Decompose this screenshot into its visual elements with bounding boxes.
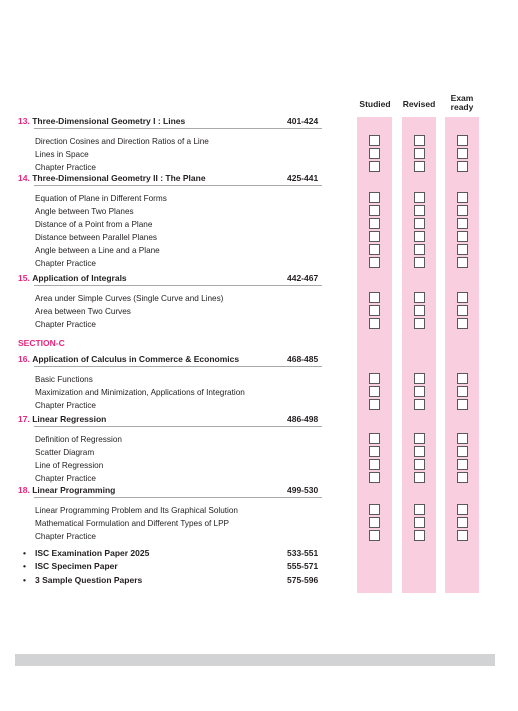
- revised-checkbox[interactable]: [414, 318, 425, 329]
- chapter-title-text: Application of Integrals: [32, 273, 127, 283]
- chapter-title: [18, 485, 115, 495]
- studied-checkbox[interactable]: [369, 446, 380, 457]
- studied-checkbox[interactable]: [369, 472, 380, 483]
- exam-ready-header-line2: ready: [450, 101, 474, 112]
- topic-item: Definition of Regression: [35, 435, 122, 444]
- chapter-title: [18, 116, 185, 126]
- chapter-pages: 425-441: [287, 173, 319, 183]
- studied-checkbox[interactable]: [369, 305, 380, 316]
- extra-paper-pages: 555-571: [287, 561, 319, 571]
- revised-checkbox[interactable]: [414, 459, 425, 470]
- topic-item: Angle between a Line and a Plane: [35, 246, 160, 255]
- studied-checkbox[interactable]: [369, 386, 380, 397]
- exam-ready-checkbox[interactable]: [457, 517, 468, 528]
- chapter-title-text: Linear Programming: [32, 485, 116, 495]
- topic-item: Distance between Parallel Planes: [35, 233, 157, 242]
- revised-checkbox[interactable]: [414, 244, 425, 255]
- revised-checkbox[interactable]: [414, 135, 425, 146]
- chapter-title: [18, 414, 106, 424]
- topic-item: Chapter Practice: [35, 163, 96, 172]
- topic-item: Distance of a Point from a Plane: [35, 220, 153, 229]
- footer-bar: [15, 654, 495, 666]
- chapter-number: 14.: [18, 173, 30, 183]
- studied-checkbox[interactable]: [369, 318, 380, 329]
- chapter-number: 16.: [18, 354, 30, 364]
- exam-ready-checkbox[interactable]: [457, 433, 468, 444]
- studied-checkbox[interactable]: [369, 292, 380, 303]
- exam-ready-checkbox[interactable]: [457, 459, 468, 470]
- studied-checkbox[interactable]: [369, 433, 380, 444]
- chapter-number: 17.: [18, 414, 30, 424]
- exam-ready-checkbox[interactable]: [457, 205, 468, 216]
- revised-checkbox[interactable]: [414, 386, 425, 397]
- chapter-number: 18.: [18, 485, 30, 495]
- revised-checkbox[interactable]: [414, 205, 425, 216]
- exam-ready-header-line1: Exam: [450, 93, 474, 103]
- exam-ready-checkbox[interactable]: [457, 399, 468, 410]
- chapter-title: [18, 273, 127, 283]
- exam-ready-checkbox[interactable]: [457, 161, 468, 172]
- revised-checkbox[interactable]: [414, 218, 425, 229]
- revised-checkbox[interactable]: [414, 472, 425, 483]
- revised-checkbox[interactable]: [414, 433, 425, 444]
- chapter-divider: [34, 128, 322, 129]
- chapter-pages: 401-424: [287, 116, 319, 126]
- exam-ready-checkbox[interactable]: [457, 244, 468, 255]
- exam-ready-checkbox[interactable]: [457, 446, 468, 457]
- revised-checkbox[interactable]: [414, 399, 425, 410]
- revised-checkbox[interactable]: [414, 530, 425, 541]
- exam-ready-checkbox[interactable]: [457, 305, 468, 316]
- extra-paper-title: ISC Specimen Paper: [35, 561, 118, 571]
- revised-checkbox[interactable]: [414, 305, 425, 316]
- topic-item: Equation of Plane in Different Forms: [35, 194, 167, 203]
- chapter-title-text: Linear Regression: [32, 414, 107, 424]
- chapter-divider: [34, 426, 322, 427]
- studied-checkbox[interactable]: [369, 161, 380, 172]
- exam-ready-checkbox[interactable]: [457, 318, 468, 329]
- studied-checkbox[interactable]: [369, 205, 380, 216]
- chapter-divider: [34, 366, 322, 367]
- extra-paper-pages: 575-596: [287, 575, 319, 585]
- topic-item: Lines in Space: [35, 150, 89, 159]
- chapter-title-text: Application of Calculus in Commerce & Economics: [32, 354, 240, 364]
- exam-ready-checkbox[interactable]: [457, 218, 468, 229]
- revised-checkbox[interactable]: [414, 373, 425, 384]
- chapter-title: [18, 173, 206, 183]
- extra-paper-title: ISC Examination Paper 2025: [35, 548, 150, 558]
- chapter-number: 15.: [18, 273, 30, 283]
- topic-item: Area under Simple Curves (Single Curve and Lines): [35, 294, 224, 303]
- studied-checkbox[interactable]: [369, 231, 380, 242]
- bullet-icon: •: [23, 575, 26, 585]
- chapter-pages: 468-485: [287, 354, 319, 364]
- chapter-pages: 499-530: [287, 485, 319, 495]
- studied-checkbox[interactable]: [369, 517, 380, 528]
- studied-checkbox[interactable]: [369, 530, 380, 541]
- chapter-pages: 486-498: [287, 414, 319, 424]
- revised-checkbox[interactable]: [414, 292, 425, 303]
- revised-checkbox[interactable]: [414, 231, 425, 242]
- studied-checkbox[interactable]: [369, 399, 380, 410]
- studied-checkbox[interactable]: [369, 244, 380, 255]
- revised-checkbox[interactable]: [414, 161, 425, 172]
- revised-checkbox[interactable]: [414, 192, 425, 203]
- chapter-title-text: Three-Dimensional Geometry II : The Plane: [32, 173, 206, 183]
- topic-item: Scatter Diagram: [35, 448, 95, 457]
- topic-item: Chapter Practice: [35, 320, 96, 329]
- studied-checkbox[interactable]: [369, 148, 380, 159]
- chapter-divider: [34, 497, 322, 498]
- exam-ready-checkbox[interactable]: [457, 292, 468, 303]
- topic-item: Line of Regression: [35, 461, 104, 470]
- studied-checkbox[interactable]: [369, 135, 380, 146]
- chapter-title: [18, 354, 239, 364]
- exam-ready-checkbox[interactable]: [457, 257, 468, 268]
- studied-checkbox[interactable]: [369, 192, 380, 203]
- topic-item: Maximization and Minimization, Applications of Integration: [35, 388, 245, 397]
- chapter-number: 13.: [18, 116, 30, 126]
- topic-item: Mathematical Formulation and Different Types of LPP: [35, 519, 230, 528]
- studied-column-header: Studied: [359, 99, 391, 109]
- topic-item: Chapter Practice: [35, 474, 96, 483]
- revised-checkbox[interactable]: [414, 517, 425, 528]
- chapter-divider: [34, 185, 322, 186]
- topic-item: Linear Programming Problem and Its Graphical Solution: [35, 506, 238, 515]
- exam-ready-checkbox[interactable]: [457, 386, 468, 397]
- section-c-heading: SECTION-C: [18, 338, 65, 348]
- exam-ready-checkbox[interactable]: [457, 135, 468, 146]
- exam-ready-checkbox[interactable]: [457, 148, 468, 159]
- topic-item: Chapter Practice: [35, 401, 96, 410]
- revised-checkbox[interactable]: [414, 257, 425, 268]
- exam-ready-checkbox[interactable]: [457, 192, 468, 203]
- chapter-divider: [34, 285, 322, 286]
- extra-paper-title: 3 Sample Question Papers: [35, 575, 143, 585]
- topic-item: Angle between Two Planes: [35, 207, 134, 216]
- topic-item: Basic Functions: [35, 375, 93, 384]
- revised-checkbox[interactable]: [414, 504, 425, 515]
- exam-ready-checkbox[interactable]: [457, 373, 468, 384]
- topic-item: Chapter Practice: [35, 259, 96, 268]
- bullet-icon: •: [23, 548, 26, 558]
- topic-item: Area between Two Curves: [35, 307, 131, 316]
- exam-ready-checkbox[interactable]: [457, 530, 468, 541]
- studied-checkbox[interactable]: [369, 373, 380, 384]
- topic-item: Chapter Practice: [35, 532, 96, 541]
- exam-ready-column-header: [442, 94, 482, 111]
- studied-checkbox[interactable]: [369, 257, 380, 268]
- exam-ready-checkbox[interactable]: [457, 472, 468, 483]
- chapter-title-text: Three-Dimensional Geometry I : Lines: [32, 116, 186, 126]
- topic-item: Direction Cosines and Direction Ratios of a Line: [35, 137, 209, 146]
- revised-checkbox[interactable]: [414, 446, 425, 457]
- bullet-icon: •: [23, 561, 26, 571]
- exam-ready-checkbox[interactable]: [457, 231, 468, 242]
- revised-checkbox[interactable]: [414, 148, 425, 159]
- extra-paper-pages: 533-551: [287, 548, 319, 558]
- studied-checkbox[interactable]: [369, 459, 380, 470]
- chapter-pages: 442-467: [287, 273, 319, 283]
- studied-checkbox[interactable]: [369, 218, 380, 229]
- revised-column-header: Revised: [402, 99, 436, 109]
- exam-ready-checkbox[interactable]: [457, 504, 468, 515]
- studied-checkbox[interactable]: [369, 504, 380, 515]
